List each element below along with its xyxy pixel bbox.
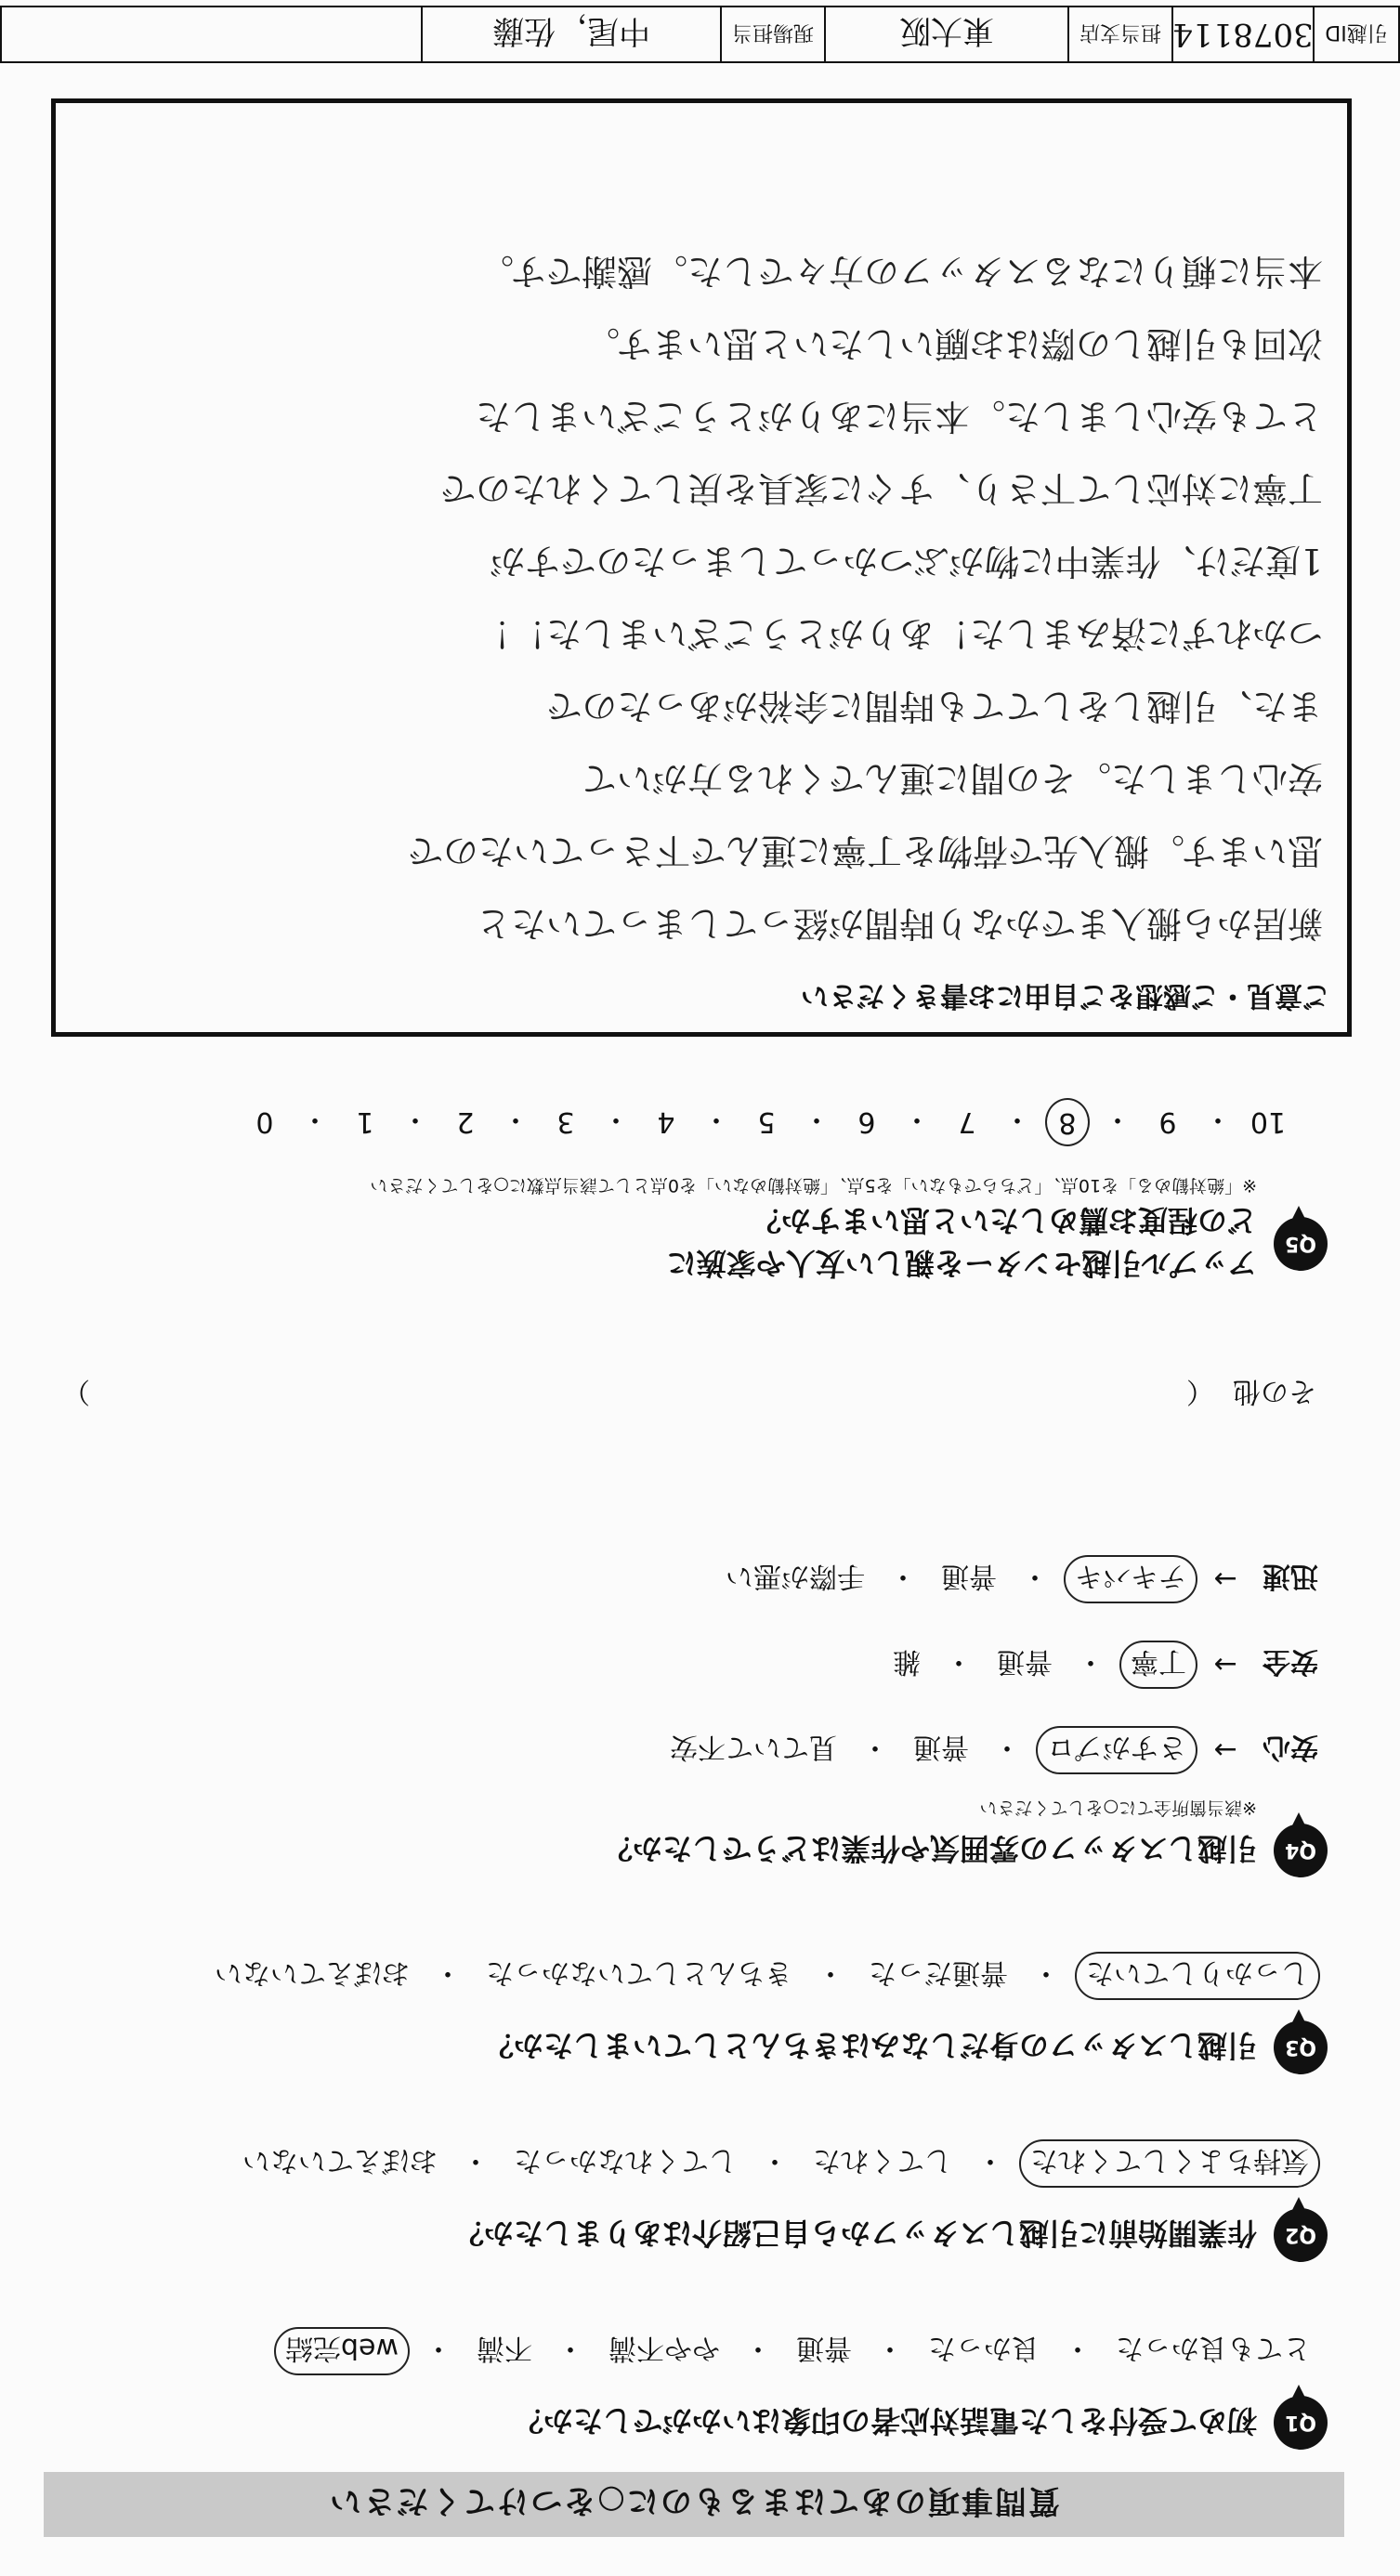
- scale-option[interactable]: 4: [657, 1105, 675, 1139]
- q1-option[interactable]: 良かった: [928, 2332, 1040, 2364]
- comment-line: つかれずに済みました！ありがとうございました！！: [475, 613, 1323, 654]
- instructions-text: 質問事項のあてはまるものに○をつけてください: [328, 2482, 1060, 2520]
- scale-option[interactable]: 3: [556, 1105, 575, 1139]
- q4-option[interactable]: 見ていて不安: [670, 1731, 837, 1763]
- q4-option[interactable]: 雑: [893, 1645, 921, 1678]
- q2-option-selected[interactable]: 気持ちよくしてくれた: [1019, 2139, 1320, 2188]
- q4-option-selected[interactable]: テキパキ: [1064, 1555, 1197, 1603]
- comment-line: また、引越しをしてても時間に余裕があったので: [546, 686, 1323, 726]
- q4-option[interactable]: 普通: [997, 1645, 1053, 1678]
- q3-option-selected[interactable]: しっかりしていた: [1075, 1952, 1320, 2000]
- comment-line: 丁寧に対応して下さり、すぐに家具を戻してくれたので: [439, 468, 1323, 509]
- q1-text: 初めて受付をした電話対応者の印象はいかがでしたか？: [513, 2403, 1257, 2439]
- q1-option[interactable]: 不満: [477, 2332, 532, 2364]
- scale-option[interactable]: 2: [456, 1105, 475, 1139]
- instructions-banner: [44, 2472, 1344, 2537]
- other-paren-open[interactable]: （: [1186, 1375, 1214, 1407]
- row-label: 迅速: [1263, 1560, 1318, 1592]
- arrow-right-icon: →: [1213, 1648, 1237, 1681]
- q4-note: ※該当箇所全てに○をしてください: [979, 1798, 1257, 1818]
- q4-other: [62, 1374, 1316, 1415]
- q1-option[interactable]: とても良かった: [1116, 2332, 1311, 2364]
- comment-line: 次回も引越しの際はお願いしたいと思います。: [584, 323, 1323, 364]
- q4-text: 引越しスタッフの雰囲気や作業はどうでしたか？: [602, 1831, 1257, 1866]
- q4-option[interactable]: 普通: [913, 1731, 969, 1763]
- q5-note: ※「絶対勧める」を10点、「どちらでもない」を5点、「絶対勧めない」を0点として該当点数に○をしてください: [370, 1175, 1257, 1196]
- branch-label: 担当支店: [1067, 7, 1171, 61]
- q2-option[interactable]: してくれた: [813, 2144, 952, 2177]
- q4-badge: Q4: [1274, 1824, 1328, 1877]
- question-1: Q1 初めて受付をした電話対応者の印象はいかがでしたか？ とても良かった ・ 良かった ・ 普通 ・ やや不満 ・ 不満 ・ web完結: [46, 2327, 1328, 2450]
- footer-table: [0, 6, 1400, 63]
- q3-text: 引越しスタッフの身だしなみはきちんとしていましたか？: [483, 2028, 1257, 2063]
- row-label: 安全: [1263, 1645, 1318, 1678]
- id-label: 引越ID: [1313, 7, 1398, 61]
- q3-option[interactable]: きちんとしていなかった: [486, 1956, 792, 1989]
- q4-option[interactable]: 手際が悪い: [726, 1560, 865, 1592]
- q3-badge: Q3: [1274, 2020, 1328, 2074]
- q4-row-anzen: 安全 → 丁寧 ・ 普通 ・ 雑: [46, 1637, 1318, 1693]
- question-5: [46, 1098, 1328, 1287]
- comment-title: ご意見・ご感想をご自由にお書きください: [801, 979, 1330, 1012]
- scale-option[interactable]: 6: [857, 1105, 876, 1139]
- q3-option[interactable]: おぼえていない: [215, 1956, 410, 1989]
- comment-line: 思います。搬入先で荷物を丁寧に運んで下さっていたので: [408, 830, 1323, 871]
- q1-option-selected[interactable]: web完結: [274, 2327, 410, 2375]
- q4-option-selected[interactable]: さすがプロ: [1036, 1726, 1197, 1774]
- q1-badge: Q1: [1274, 2396, 1328, 2450]
- question-3: Q3 引越しスタッフの身だしなみはきちんとしていましたか？ しっかりしていた ・ 普通だった ・ きちんとしていなかった ・ おぼえていない: [46, 1952, 1328, 2074]
- other-label: その他: [1233, 1375, 1316, 1407]
- comment-line: 1度だけ、作業中に物がぶつかってしまったのですが: [490, 541, 1323, 582]
- comment-line: とても安心しました。本当にありがとうございました: [475, 396, 1323, 437]
- scale-option[interactable]: 0: [255, 1105, 274, 1139]
- q2-option[interactable]: おぼえていない: [242, 2144, 438, 2177]
- branch-value[interactable]: 東大阪: [824, 7, 1067, 61]
- arrow-right-icon: →: [1213, 1563, 1237, 1596]
- q2-option[interactable]: してくれなかった: [514, 2144, 737, 2177]
- q5-text-line2: どの程度お薦めしたいと思いますか？: [751, 1203, 1257, 1238]
- q4-row-anshin: 安心 → さすがプロ ・ 普通 ・ 見ていて不安: [46, 1722, 1318, 1778]
- question-4: [46, 1522, 1328, 1877]
- scale-option-selected[interactable]: 8: [1045, 1098, 1090, 1146]
- other-paren-close: ）: [62, 1375, 90, 1407]
- q5-text-line1: アップル引越センターを親しい友人や家族に: [666, 1246, 1257, 1281]
- comment-line: 新居から搬入までかなり時間が経ってしまっていたと: [475, 903, 1323, 944]
- scale-option[interactable]: 10: [1250, 1105, 1287, 1139]
- comment-box[interactable]: [51, 98, 1352, 1037]
- q2-badge: Q2: [1274, 2208, 1328, 2262]
- id-value[interactable]: 3078114: [1171, 7, 1313, 61]
- scale-option[interactable]: 1: [356, 1105, 374, 1139]
- q1-option[interactable]: 普通: [796, 2332, 852, 2364]
- q4-option-selected[interactable]: 丁寧: [1119, 1641, 1197, 1689]
- leader-value[interactable]: 中尾，佐藤: [421, 7, 720, 61]
- scale-option[interactable]: 9: [1158, 1105, 1177, 1139]
- q5-scale: 10 ・ 9 ・ 8 ・ 7 ・ 6 ・ 5 ・ 4 ・ 3 ・ 2 ・ 1 ・ 0: [46, 1098, 1290, 1146]
- comment-text: [56, 235, 1347, 965]
- leader-label: 現場担当: [720, 7, 824, 61]
- q4-row-jinsoku: 迅速 → テキパキ ・ 普通 ・ 手際が悪い: [46, 1551, 1318, 1607]
- arrow-right-icon: →: [1213, 1733, 1237, 1767]
- comment-line: 安心しました。その間に運んでくれる方がいて: [581, 758, 1323, 799]
- q1-option[interactable]: やや不満: [608, 2332, 720, 2364]
- q4-option[interactable]: 普通: [941, 1560, 997, 1592]
- row-label: 安心: [1263, 1731, 1318, 1763]
- scale-option[interactable]: 5: [757, 1105, 776, 1139]
- question-2: Q2 作業開始前に引越しスタッフから自己紹介はありましたか？ 気持ちよくしてくれた ・ してくれた ・ してくれなかった ・ おぼえていない: [46, 2139, 1328, 2262]
- q2-text: 作業開始前に引越しスタッフから自己紹介はありましたか？: [453, 2216, 1257, 2251]
- comment-line: 本当に頼りになるスタッフの方々でした。感謝です。: [478, 251, 1323, 292]
- q5-badge: Q5: [1274, 1217, 1328, 1271]
- scale-option[interactable]: 7: [958, 1105, 976, 1139]
- q3-option[interactable]: 普通だった: [869, 1956, 1008, 1989]
